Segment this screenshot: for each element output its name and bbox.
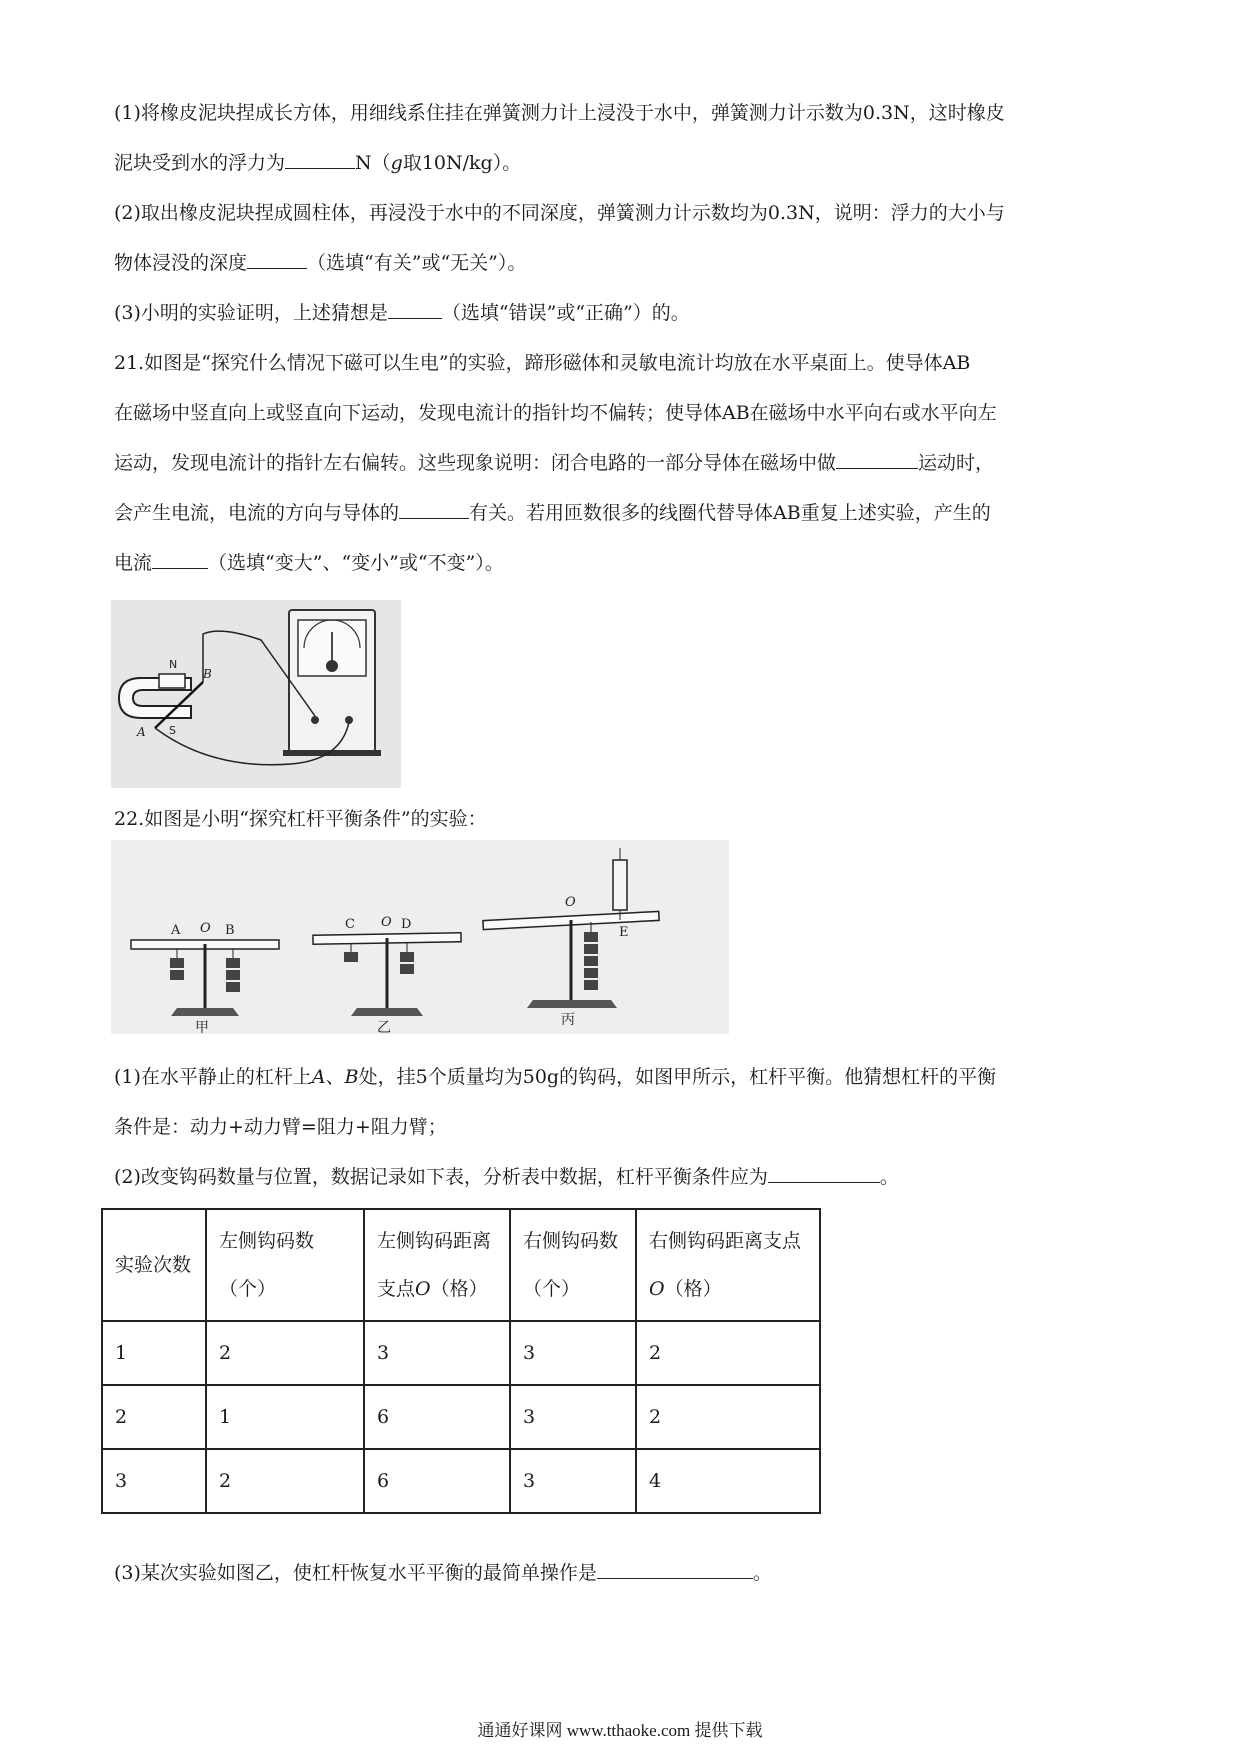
answer-blank[interactable] <box>247 248 307 269</box>
lever-diagrams <box>111 840 729 1034</box>
svg-text:O: O <box>381 915 392 930</box>
induction-diagram <box>111 600 401 788</box>
page-footer: 通通好课网 www.tthaoke.com 提供下载 <box>477 1721 763 1740</box>
q22-part2: (2)改变钩码数量与位置，数据记录如下表，分析表中数据，杠杆平衡条件应为 。 <box>114 1152 1134 1202</box>
svg-text:A: A <box>171 923 181 938</box>
svg-text:C: C <box>345 917 355 932</box>
experiment-data-table <box>101 1208 821 1514</box>
svg-text:D: D <box>401 917 412 932</box>
point-b-label: B <box>203 667 212 681</box>
answer-blank[interactable] <box>399 498 469 519</box>
header-trial: 实验次数 <box>102 1209 206 1321</box>
svg-text:O: O <box>200 921 211 936</box>
svg-text:O: O <box>565 895 576 910</box>
point-a-label: A <box>137 725 146 739</box>
caption-bing: 丙 <box>561 1012 575 1028</box>
question-22-intro: 22.如图是小明“探究杠杆平衡条件”的实验： <box>114 808 487 830</box>
table-header-row <box>102 1209 820 1321</box>
q20-part1: (1)将橡皮泥块捏成长方体，用细线系住挂在弹簧测力计上浸没于水中，弹簧测力计示数为0.3N，这时橡皮 泥块受到水的浮力为 N（g取10N/kg）。 <box>114 102 1005 174</box>
q20-part3: (3)小明的实验证明，上述猜想是 （选填“错误”或“正确”）的。 <box>114 288 1134 338</box>
header-left-distance: 左侧钩码距离 支点O（格） <box>364 1209 510 1321</box>
answer-blank[interactable] <box>388 298 442 319</box>
table-row: 1 2 3 3 2 <box>102 1321 820 1385</box>
answer-blank[interactable] <box>768 1162 880 1183</box>
q22-part1: (1)在水平静止的杠杆上A、B处，挂5个质量均为50g的钩码，如图甲所示，杠杆平衡。他猜想杠杆的平衡 条件是：动力+动力臂=阻力+阻力臂； <box>114 1066 997 1138</box>
question-21: 21.如图是“探究什么情况下磁可以生电”的实验，蹄形磁体和灵敏电流计均放在水平桌面上。使导体AB 在磁场中竖直向上或竖直向下运动，发现电流计的指针均不偏转；使导体AB在磁场中水平向右或水平向左 运动，发现电流计的指针左右偏转。这些现象说明：闭合电路的一部分导体在磁场中做 运动时， 会产生电流，电流的方向与导体的 有关。若用匝数很多的线圈代替导体AB重复上述实验，产生的 电流 （选填“变大”、“变小”或“不变”）。 <box>114 352 997 574</box>
header-right-distance: 右侧钩码距离支点 O（格） <box>636 1209 820 1321</box>
lever-balance-figure <box>111 840 729 1034</box>
header-left-count: 左侧钩码数 （个） <box>206 1209 364 1321</box>
table-row: 2 1 6 3 2 <box>102 1385 820 1449</box>
header-right-count: 右侧钩码数 （个） <box>510 1209 636 1321</box>
svg-text:B: B <box>225 923 235 938</box>
answer-blank[interactable] <box>285 148 355 169</box>
spring-scale-icon <box>613 860 627 910</box>
electromagnetic-induction-figure <box>111 600 401 788</box>
q22-part3: (3)某次实验如图乙，使杠杆恢复水平平衡的最简单操作是 。 <box>114 1548 1134 1598</box>
document-page <box>114 90 1134 1598</box>
answer-blank[interactable] <box>597 1558 753 1579</box>
magnet-s-label: S <box>169 724 176 737</box>
svg-text:E: E <box>619 925 629 940</box>
answer-blank[interactable] <box>836 448 918 469</box>
answer-blank[interactable] <box>152 548 208 569</box>
caption-jia: 甲 <box>195 1020 209 1034</box>
q20-part2: (2)取出橡皮泥块捏成圆柱体，再浸没于水中的不同深度，弹簧测力计示数均为0.3N，说明：浮力的大小与 物体浸没的深度 （选填“有关”或“无关”）。 <box>114 202 1005 274</box>
magnet-n-label: N <box>169 658 178 671</box>
caption-yi: 乙 <box>377 1020 391 1034</box>
table-row: 3 2 6 3 4 <box>102 1449 820 1513</box>
